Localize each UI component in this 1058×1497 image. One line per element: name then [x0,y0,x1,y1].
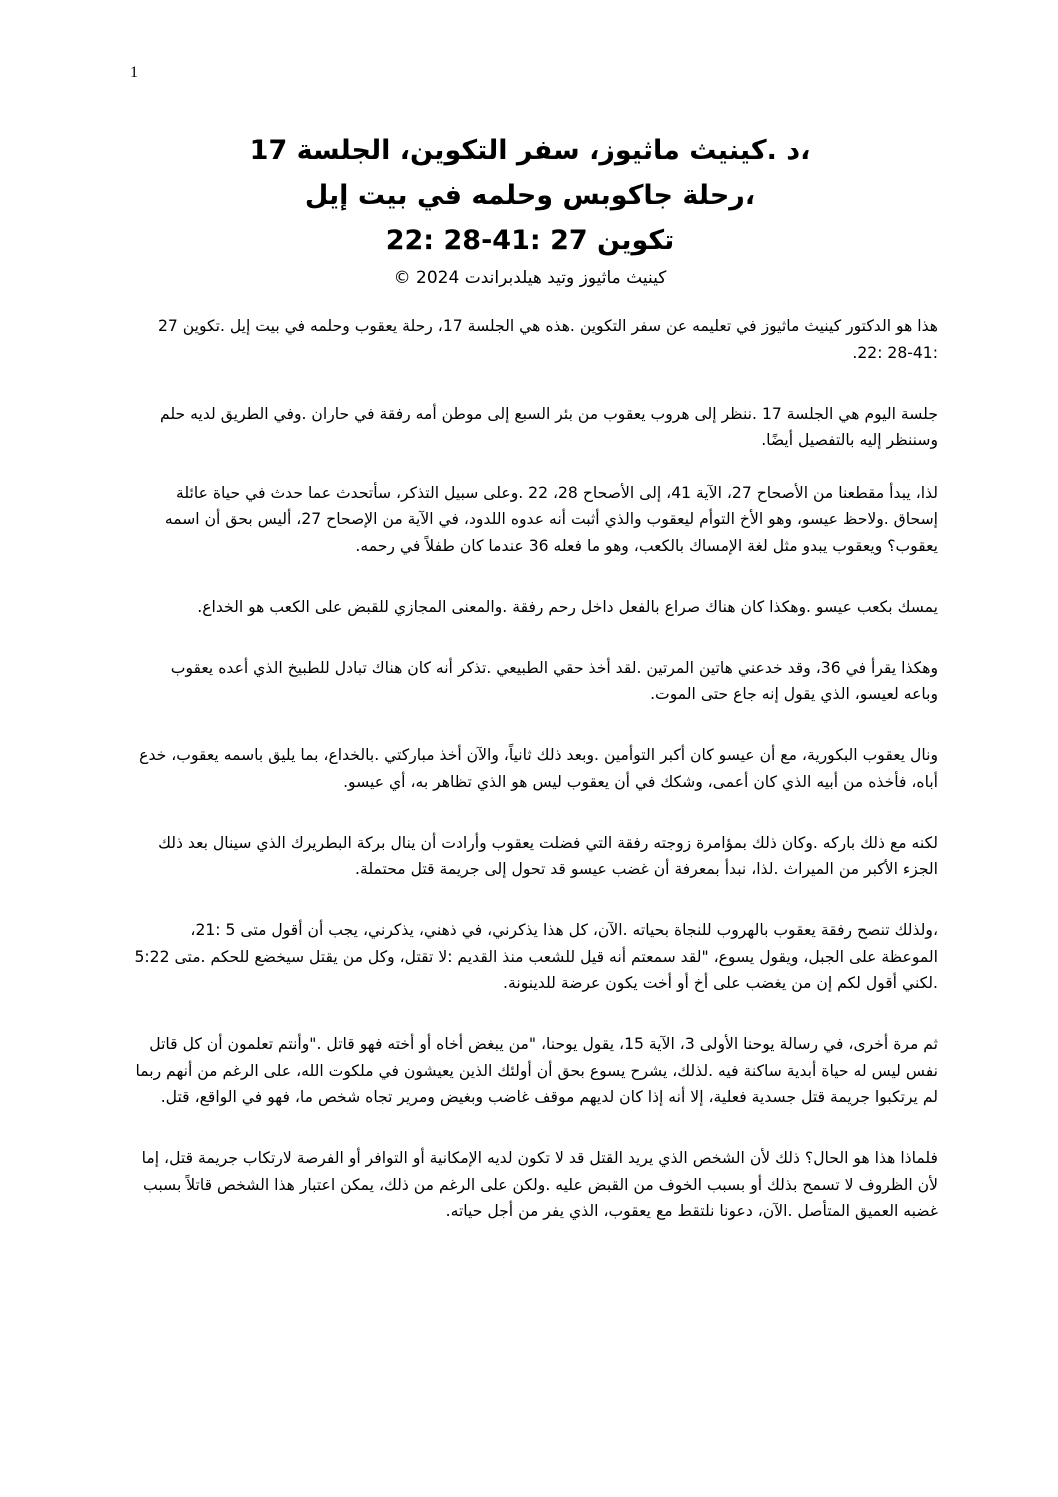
paragraph: فلماذا هذا هو الحال؟ ذلك لأن الشخص الذي يريد القتل قد لا تكون لديه الإمكانية أو التوافر أو الفرصة لارتكاب جريمة قتل، إما لأن الظروف لا تسمح بذلك أو بسبب الخوف من القبض عليه .ولكن على الرغم من ذلك، يمكن اعتبار هذا الشخص قاتلاً بسبب غضبه العميق المتأصل .الآن، دعونا نلتقط مع يعقوب، الذي يفر من أجل حياته. [141,1149,938,1220]
paragraph: جلسة اليوم هي الجلسة 17 .ننظر إلى هروب يعقوب من بئر السبع إلى موطن أمه رفقة في حاران .وفي الطريق لديه حلم وسننظر إليه بالتفصيل أيضًا. [160,404,938,449]
copyright-line: كينيث ماثيوز وتيد هيلدبراندت 2024 © [393,268,667,288]
title-block [130,128,930,293]
paragraph: هذا هو الدكتور كينيث ماثيوز في تعليمه عن سفر التكوين .هذه هي الجلسة 17، رحلة يعقوب وحلمه في بيت إيل .تكوين 27 :41-28 :22. [157,317,938,362]
paragraph: وهكذا يقرأ في 36، وقد خدعني هاتين المرتين .لقد أخذ حقي الطبيعي .تذكر أنه كان هناك تبادل للطبيخ الذي أعده يعقوب وباعه لعيسو، الذي يقول إنه جاع حتى الموت. [170,658,938,703]
paragraph: لذا، يبدأ مقطعنا من الأصحاح 27، الآية 41، إلى الأصحاح 28، 22 .وعلى سبيل التذكر، سأتحدث عما حدث في حياة عائلة إسحاق .ولاحظ عيسو، وهو الأخ التوأم ليعقوب والذي أثبت أنه عدوه اللدود، في الآية من الإصحاح 27، أليس بحق أن اسمه يعقوب؟ ويعقوب يبدو مثل لغة الإمساك بالكعب، وهو ما فعله 36 عندما كان طفلاً في رحمه. [164,483,938,555]
paragraph: لكنه مع ذلك باركه .وكان ذلك بمؤامرة زوجته رفقة التي فضلت يعقوب وأرادت أن ينال بركة البطريرك الذي سينال بعد ذلك الجزء الأكبر من الميراث .لذا، نبدأ بمعرفة أن غضب عيسو قد تحول إلى جريمة قتل محتملة. [158,833,938,878]
paragraph: ،ولذلك تنصح رفقة يعقوب بالهروب للنجاة بحياته .الآن، كل هذا يذكرني، في ذهني، يذكرني، يجب أن أقول متى 5 :21، الموعظة على الجبل، ويقول يسوع، "لقد سمعتم أنه قيل للشعب منذ القديم :لا تقتل، وكل من يقتل سيخضع للحكم .متى 5:22 .لكني أقول لكم إن من يغضب على أخ أو أخت يكون عرضة للدينونة. [134,921,938,992]
paragraph: ونال يعقوب البكورية، مع أن عيسو كان أكبر التوأمين .وبعد ذلك ثانياً، والآن أخذ مباركتي .بالخداع، بما يليق باسمه يعقوب، خدع أباه، فأخذه من أبيه الذي كان أعمى، وشكك في أن يعقوب ليس هو الذي تظاهر به، أي عيسو. [139,746,938,791]
document-body [133,313,938,1259]
title-line-2: ،رحلة جاكوبس وحلمه في بيت إيل [304,180,756,211]
title-line-3: تكوين 27 :41-28 :22 [385,225,675,256]
page-number: 1 [130,64,138,81]
title-line-1: ،د .كينيث ماثيوز، سفر التكوين، الجلسة 17 [249,135,811,166]
paragraph: يمسك بكعب عيسو .وهكذا كان هناك صراع بالفعل داخل رحم رفقة .والمعنى المجازي للقبض على الكعب هو الخداع. [197,597,938,616]
paragraph: ثم مرة أخرى، في رسالة يوحنا الأولى 3، الآية 15، يقول يوحنا، "من يبغض أخاه أو أخته فهو قاتل ."وأنتم تعلمون أن كل قاتل نفس ليس له حياة أبدية ساكنة فيه .لذلك، يشرح يسوع بحق أن أولئك الذين يعيشون في ملكوت الله، على الرغم من أنهم ربما لم يرتكبوا جريمة قتل جسدية فعلية، إلا أنه إذا كان لديهم موقف غاضب وبغيض ومرير تجاه شخص ما، فهو في الواقع، قتل. [135,1035,938,1106]
